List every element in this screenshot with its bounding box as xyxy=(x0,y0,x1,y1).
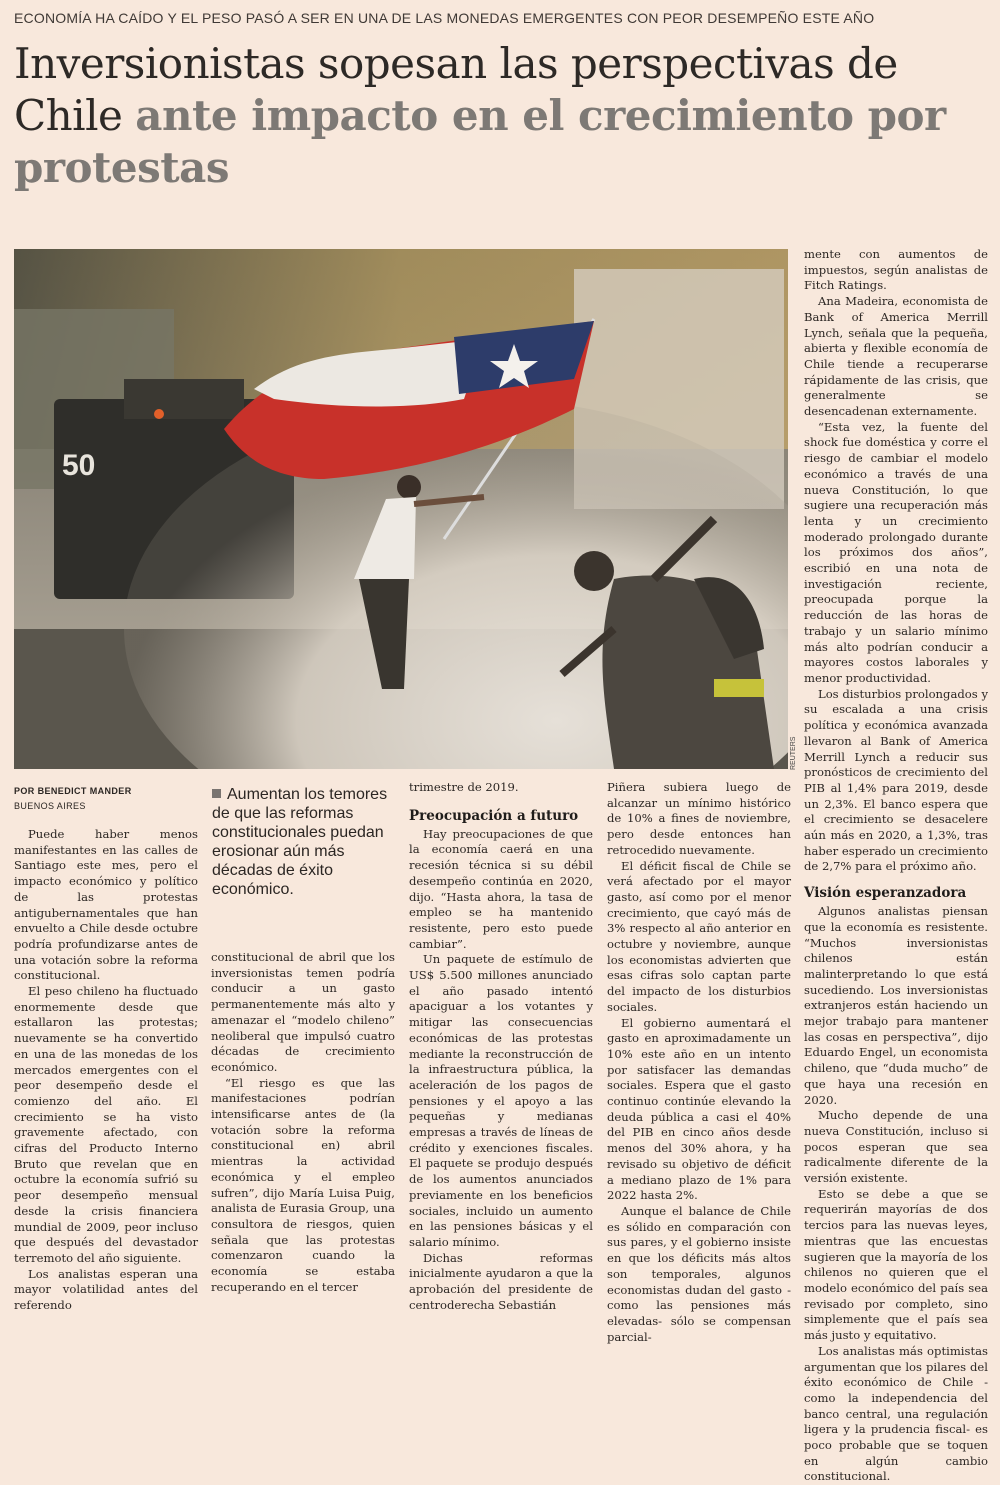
column-4 xyxy=(607,780,791,1345)
paragraph: Un paquete de estímulo de US$ 5.500 millones anunciado el año pasado intentó apaciguar a los votantes y mitigar las consecuencias económicas de las protestas mediante la reconstrucción de la infraestructura pública, la aceleración de los pagos de pensiones y el apoyo a las pequeñas y medianas empresas a través de líneas de crédito y exenciones fiscales. El paquete se produjo después de los aumentos anunciados previamente en los beneficios sociales, incluido un aumento en las pensiones básicas y el salario mínimo. xyxy=(409,952,593,1249)
pull-quote xyxy=(212,785,397,899)
paragraph: El déficit fiscal de Chile se verá afectado por el mayor gasto, así como por el menor crecimiento, que cayó más de 3% respecto al año anterior en octubre y noviembre, aunque los economistas advierten que esas cifras solo captan parte del impacto de los disturbios sociales. xyxy=(607,858,791,1014)
paragraph: Piñera subiera luego de alcanzar un mínimo histórico de 10% a fines de noviembre, pero desde entonces han retrocedido nuevamente. xyxy=(607,780,791,857)
dateline-location: BUENOS AIRES xyxy=(14,801,86,811)
column-2 xyxy=(211,950,395,1295)
paragraph: Puede haber menos manifestantes en las calles de Santiago este mes, pero el impacto económico y político de las protestas antigubernamentales que han envuelto a Chile desde octubre podría profundizarse antes de una votación sobre la reforma constitucional. xyxy=(14,827,198,983)
paragraph: Los analistas más optimistas argumentan que los pilares del éxito económico de Chile -como la independencia del banco central, una regulación ligera y la prudencia fiscal- es poco probable que se toquen en algún cambio constitucional. xyxy=(804,1343,988,1484)
article-kicker: ECONOMÍA HA CAÍDO Y EL PESO PASÓ A SER EN UNA DE LAS MONEDAS EMERGENTES CON PEOR DESEMPEÑO ESTE AÑO xyxy=(14,10,875,26)
vehicle-number: 50 xyxy=(62,449,96,482)
paragraph: Ana Madeira, economista de Bank of America Merrill Lynch, señala que la pequeña, abierta y flexible economía de Chile tiende a recuperarse rápidamente de las crisis, que generalmente se desencadenan externamente. xyxy=(804,294,988,419)
headline-bold: ante impacto en el crecimiento por protestas xyxy=(14,91,946,192)
paragraph: Los disturbios prolongados y su escalada a una crisis política y económica avanzada llevaron al Bank of America Merrill Lynch a reducir sus pronósticos de crecimiento del PIB al 1,4% para 2019, desde un 2,3%. El banco espera que el crecimiento se desacelere aún más en 2020, a 1,3%, tras haber esperado un crecimiento de 2,7% para el próximo año. xyxy=(804,686,988,874)
column-1 xyxy=(14,827,198,1314)
paragraph: constitucional de abril que los inversionistas temen podría conducir a un gasto permanentemente más alto y amenazar el “modelo chileno” neoliberal que impulsó cuatro décadas de crecimiento económico. xyxy=(211,950,395,1074)
paragraph: Aunque el balance de Chile es sólido en comparación con sus pares, y el gobierno insiste en que los déficits más altos son temporales, algunos economistas dudan del gasto -como las pensiones más elevadas- sólo se compensan parcial- xyxy=(607,1203,791,1344)
paragraph: Hay preocupaciones de que la economía caerá en una recesión técnica si su débil desempeño continúa en 2020, dijo. “Hasta ahora, la tasa de empleo se ha mantenido resistente, pero esto puede cambiar”. xyxy=(409,826,593,951)
paragraph: Esto se debe a que se requerirán mayorías de dos tercios para las nuevas leyes, mientras que las encuestas sugieren que la mayoría de los chilenos no quieren que el modelo económico del país sea revisado por completo, sino simplemente que el país sea más justo y equitativo. xyxy=(804,1186,988,1343)
column-5 xyxy=(804,247,988,1485)
paragraph: mente con aumentos de impuestos, según analistas de Fitch Ratings. xyxy=(804,247,988,293)
paragraph: “El riesgo es que las manifestaciones podrían intensificarse antes de (la votación sobre la reforma constitucional en) abril mientras la actividad económica y el empleo sufren”, dijo María Luisa Puig, analista de Eurasia Group, una consultora de riesgos, quien señala que las protestas comenzaron cuando la economía se estaba recuperando en el tercer xyxy=(211,1075,395,1294)
photo-credit: REUTERS xyxy=(790,736,797,770)
paragraph: El peso chileno ha fluctuado enormemente desde que estallaron las protestas; nuevamente se ha convertido en una de las monedas de los mercados emergentes con el peor desempeño desde el comienzo del año. El crecimiento se ha visto gravemente afectado, con cifras del Producto Interno Bruto que revelan que en octubre la economía sufrió su peor desempeño mensual desde la crisis financiera mundial de 2009, peor incluso que después del devastador terremoto del año siguiente. xyxy=(14,984,198,1265)
paragraph: Dichas reformas inicialmente ayudaron a que la aprobación del presidente de centroderecha Sebastián xyxy=(409,1250,593,1312)
subheading: Preocupación a futuro xyxy=(409,807,579,824)
article-headline xyxy=(14,38,974,194)
byline: POR BENEDICT MANDER xyxy=(14,786,132,796)
paragraph: El gobierno aumentará el gasto en aproximadamente un 10% este año en un intento por satisfacer las demandas sociales. Espera que el gasto continuo continúe elevando la deuda pública a casi el 40% del PIB en cinco años desde menos del 30% ahora, y ha revisado su objetivo de déficit a mediano plazo de 1% para 2022 hasta 2%. xyxy=(607,1015,791,1203)
headline-regular: Inversionistas sopesan las perspectivas de Chile xyxy=(14,39,898,140)
subheading: Visión esperanzadora xyxy=(804,885,967,902)
paragraph: trimestre de 2019. xyxy=(409,780,519,794)
protest-photo xyxy=(14,249,788,769)
paragraph: Los analistas esperan una mayor volatilidad antes del referendo xyxy=(14,1266,198,1313)
paragraph: Mucho depende de una nueva Constitución, incluso si pocos esperan que sea radicalmente diferente de la versión existente. xyxy=(804,1108,988,1186)
paragraph: “Esta vez, la fuente del shock fue doméstica y corre el riesgo de cambiar el modelo económico a través de una nueva Constitución, lo que sugiere una recuperación más lenta y un crecimiento moderado prolongado durante los próximos dos años”, escribió en una nota de investigación reciente, preocupada porque la reducción de las horas de trabajo y un salario mínimo más alto podrían conducir a mayores costos laborales y menor productividad. xyxy=(804,419,988,685)
column-3 xyxy=(409,780,593,1314)
protest-photo-illustration xyxy=(14,249,788,769)
pull-quote-text: Aumentan los temores de que las reformas constitucionales puedan erosionar aún más décadas de éxito económico. xyxy=(212,786,388,898)
square-bullet-icon xyxy=(212,789,221,798)
paragraph: Algunos analistas piensan que la economía es resistente. “Muchos inversionistas chilenos están malinterpretando lo que está sucediendo. Los inversionistas extranjeros están haciendo un mejor trabajo para mantener las cosas en perspectiva”, dijo Eduardo Engel, un economista chileno, que “duda mucho” de que haya una recesión en 2020. xyxy=(804,904,988,1107)
